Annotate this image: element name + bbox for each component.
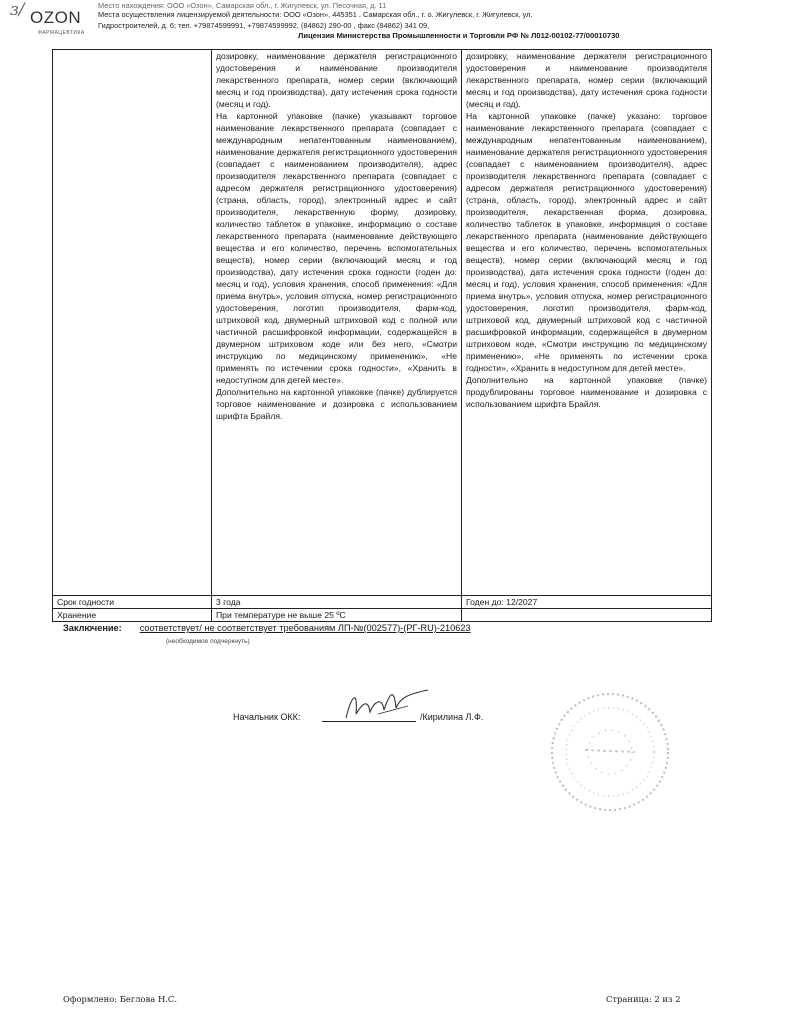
shelf-life-spec: 3 года xyxy=(212,596,462,609)
logo-name: OZON xyxy=(30,8,82,27)
row-label-cell xyxy=(53,50,212,596)
result-cell xyxy=(462,50,712,596)
table-row xyxy=(53,50,712,596)
analysis-table xyxy=(52,49,712,622)
storage-spec: При температуре не выше 25 ºС xyxy=(212,609,462,622)
conclusion-text: соответствует/ не соответствует требованиям ЛП-№(002577)-(РГ-RU)-210623 xyxy=(139,623,471,633)
table-row xyxy=(53,609,712,622)
header-address-line: Место нахождения: ООО «Озон», Самарская обл., г. Жигулевск, ул. Песочная, д. 11 xyxy=(98,1,387,10)
shelf-life-label: Срок годности xyxy=(53,596,212,609)
conclusion-note: (необходимое подчеркнуть) xyxy=(166,638,250,645)
storage-actual xyxy=(462,609,712,622)
result-paragraph: дозировку, наименование держателя регистрационного удостоверения и наименование производителя лекарственного препарата, номер серии (включающий месяц и год производства), дату истечения срока годности (месяц и год). xyxy=(466,51,707,109)
result-paragraph: Дополнительно на картонной упаковке (пачке) продублированы торговое наименование и дозировка с использованием шрифта Брайля. xyxy=(466,375,707,409)
result-paragraph: На картонной упаковке (пачке) указано: торговое наименование лекарственного препарата (совпадает с международным непатентованным наименованием), наименование держателя регистрационного удостоверения (совпадает с наименованием производителя), адрес производителя лекарственного препарата (совпадает с адресом держателя регистрационного удостоверения) (страна, область, город), электронный адрес и сайт производителя, лекарственная форма, дозировка, количество таблеток в упаковке, информация о составе лекарственного препарата (наименование действующего вещества и его количество, перечень вспомогательных веществ), номер серии (включающий месяц и год производства), дата истечения срока годности (годен до: месяц и год), условия хранения, способ применения: «Для приема внутрь», условия отпуска, номер регистрационного удостоверения, логотип производителя, фарм-код, штриховой код, двумерный штриховой код с частичной расшифровкой информации, содержащейся в двумерном штриховом коде, «Смотри инструкцию по медицинскому применению», «Не применять по истечении срока годности», «Хранить в недоступном для детей месте». xyxy=(466,111,707,373)
table-row xyxy=(53,596,712,609)
logo-mark-icon: ɜ/ xyxy=(10,0,25,20)
spec-paragraph: Дополнительно на картонной упаковке (пачке) дублируется торговое наименование и дозировка с использованием шрифта Брайля. xyxy=(216,387,457,421)
company-logo xyxy=(8,0,88,40)
footer-page-number: Страница: 2 из 2 xyxy=(606,994,681,1004)
license-line: Лицензия Министерства Промышленности и Торговли РФ № Л012-00102-77/00010730 xyxy=(298,31,620,40)
spec-cell xyxy=(212,50,462,596)
header-contacts-line: Гидростроителей, д. 6; тел. +79874599991, +79874599992, (84862) 290-00 , факс (84862) 341 09, xyxy=(98,21,430,30)
storage-label: Хранение xyxy=(53,609,212,622)
header-activity-line: Места осуществления лицензируемой деятельности: ООО «Озон», 445351 , Самарская обл., г. о. Жигулевск, г. Жигулевск, ул. xyxy=(98,10,533,19)
conclusion xyxy=(63,623,471,633)
spec-paragraph: На картонной упаковке (пачке) указывают торговое наименование лекарственного препарата (совпадает с международным непатентованным наименованием), наименование держателя регистрационного удостоверения (совпадает с наименованием производителя), адрес производителя лекарственного препарата (совпадает с адресом держателя регистрационного удостоверения) (страна, область, город), электронный адрес и сайт производителя, лекарственную форму, дозировку, количество таблеток в упаковке, информацию о составе лекарственного препарата (наименование действующего вещества и его количество, перечень вспомогательных веществ), номер серии (включающий месяц и год производства), дату истечения срока годности (годен до: месяц и год), условия хранения, способ применения: «Для приема внутрь», условия отпуска, номер регистрационного удостоверения, логотип производителя, фарм-код, штриховой код, двумерный штриховой код с полной или частичной расшифровкой информации, содержащейся в двумерном штриховом коде или без него, «Смотри инструкцию по медицинскому применению», «Не применять по истечении срока годности», «Хранить в недоступном для детей месте». xyxy=(216,111,457,385)
conclusion-label: Заключение: xyxy=(63,623,122,633)
spec-paragraph: дозировку, наименование держателя регистрационного удостоверения и наименование производителя лекарственного препарата, номер серии (включающий месяц и год производства), дату истечения срока годности (месяц и год). xyxy=(216,51,457,109)
round-stamp-icon xyxy=(545,690,675,815)
footer-prepared-by: Оформлено: Беглова Н.С. xyxy=(63,994,177,1004)
signature-name: /Кирилина Л.Ф. xyxy=(420,712,484,722)
shelf-life-actual: Годен до: 12/2027 xyxy=(462,596,712,609)
logo-subtitle: ФАРМАЦЕВТИКА xyxy=(38,30,85,36)
signature-title: Начальник ОКК: xyxy=(233,712,301,722)
